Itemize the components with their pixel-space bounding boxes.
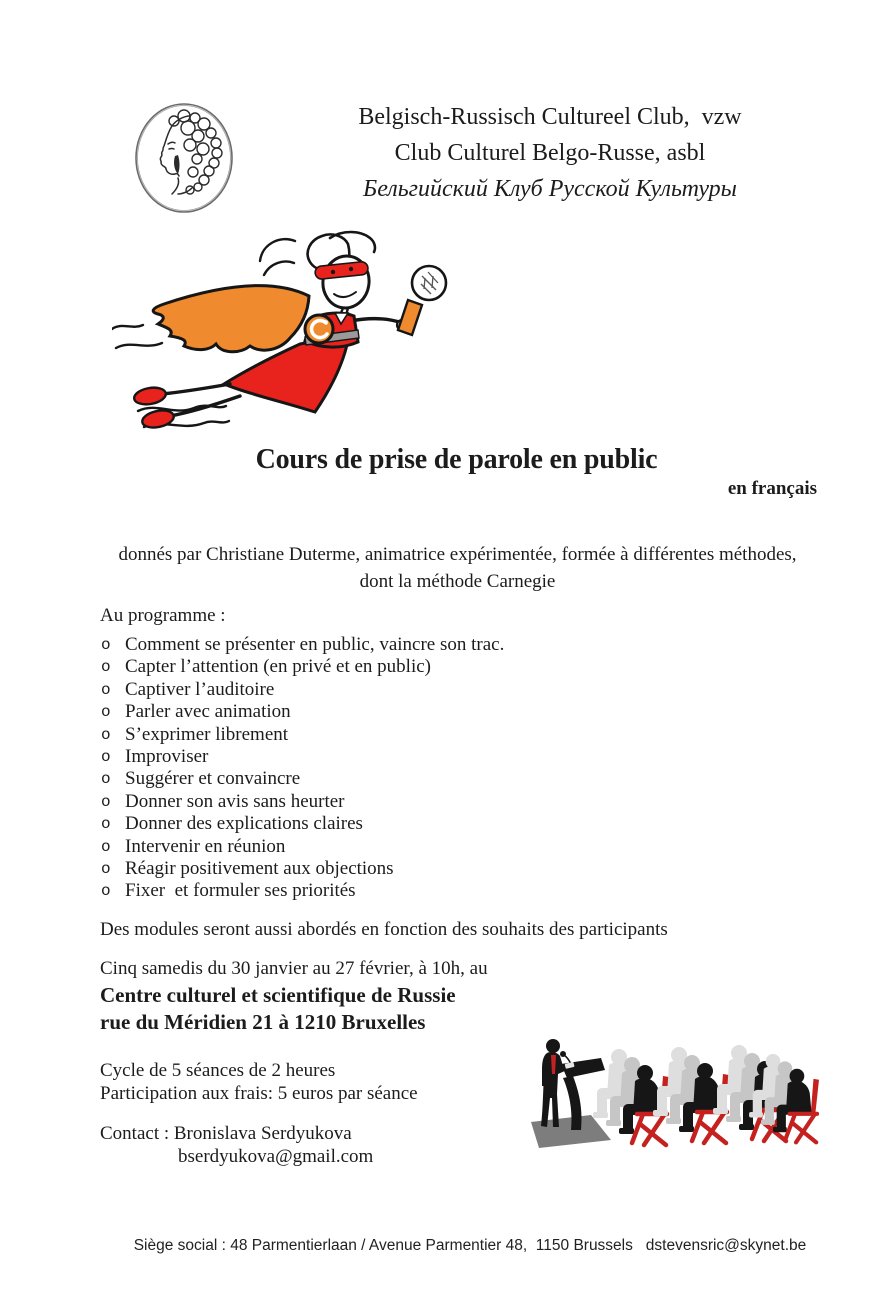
microphone-icon xyxy=(398,266,446,335)
list-item: o Comment se présenter en public, vaincre son trac. xyxy=(101,634,505,655)
bullet-icon: o xyxy=(101,792,111,811)
bullet-icon: o xyxy=(101,860,111,879)
pushkin-portrait-icon xyxy=(132,100,236,216)
venue-name: Centre culturel et scientifique de Russie xyxy=(100,983,456,1007)
chest-badge-icon xyxy=(305,315,333,343)
schedule-line: Cinq samedis du 30 janvier au 27 février, à 10h, au xyxy=(100,958,488,979)
description-line-2: dont la méthode Carnegie xyxy=(359,571,556,592)
cape xyxy=(153,286,309,352)
superwoman-illustration xyxy=(112,226,460,444)
contact-block xyxy=(100,1122,373,1168)
contact-email: bserdyukova@gmail.com xyxy=(178,1146,374,1167)
list-item: o Donner son avis sans heurter xyxy=(101,790,345,812)
language-note: en français xyxy=(727,478,817,499)
bullet-icon: o xyxy=(101,680,111,699)
course-title: Cours de prise de parole en public xyxy=(255,444,658,475)
bullet-icon: o xyxy=(101,837,111,856)
list-item: o Parler avec animation xyxy=(101,701,291,723)
contact-line: Contact : Bronislava Serdyukova xyxy=(100,1123,352,1144)
bullet-icon: o xyxy=(101,658,111,677)
flying-superwoman-icon xyxy=(112,226,460,444)
schedule-block xyxy=(100,956,488,1036)
list-item: o Donner des explications claires xyxy=(101,813,363,835)
arm xyxy=(350,319,402,323)
venue-address: rue du Méridien 21 à 1210 Bruxelles xyxy=(100,1010,426,1034)
list-item: o S’exprimer librement xyxy=(101,723,289,745)
org-name-russian: Бельгийский Клуб Русской Культуры xyxy=(363,176,737,202)
cycle-block xyxy=(100,1059,418,1105)
bullet-icon: o xyxy=(101,748,111,767)
list-item: o Improviser xyxy=(101,746,209,768)
program-heading: Au programme : xyxy=(100,605,226,626)
fee-line: Participation aux frais: 5 euros par séance xyxy=(100,1083,418,1104)
organization-names xyxy=(300,99,800,207)
speaker-and-audience-icon xyxy=(527,1036,819,1154)
course-description xyxy=(24,541,891,595)
bullet-icon: o xyxy=(101,725,111,744)
list-item: o Intervenir en réunion xyxy=(101,835,286,857)
shoe xyxy=(133,385,167,406)
list-item: o Capter l’attention (en privé et en public) xyxy=(101,656,431,678)
list-item: o Fixer et formuler ses priorités xyxy=(101,880,356,902)
bullet-icon: o xyxy=(101,703,111,722)
list-item: o Captiver l’auditoire xyxy=(101,678,275,700)
list-item: o Réagir positivement aux objections xyxy=(101,858,394,880)
club-logo xyxy=(132,100,236,216)
footer-registered-office: Siège social : 48 Parmentierlaan / Avenue Parmentier 48, 1150 Brussels dstevensric@skynet.be xyxy=(133,1237,807,1254)
org-name-french: Club Culturel Belgo-Russe, asbl xyxy=(394,140,706,166)
cycle-line: Cycle de 5 séances de 2 heures xyxy=(100,1060,336,1081)
shoe xyxy=(141,408,176,430)
audience-illustration xyxy=(527,1036,819,1154)
audience-row xyxy=(593,1045,819,1145)
modules-note: Des modules seront aussi abordés en fonction des souhaits des participants xyxy=(100,919,668,940)
bullet-icon: o xyxy=(101,815,111,834)
program-section xyxy=(100,604,720,903)
description-line-1: donnés par Christiane Duterme, animatrice expérimentée, formée à différentes méthodes, xyxy=(118,544,797,565)
bullet-icon: o xyxy=(101,770,111,789)
list-item: o Suggérer et convaincre xyxy=(101,768,301,790)
org-name-dutch: Belgisch-Russisch Cultureel Club, vzw xyxy=(358,104,742,130)
bullet-icon: o xyxy=(101,636,111,654)
bullet-icon: o xyxy=(101,882,111,901)
program-list xyxy=(100,634,720,903)
